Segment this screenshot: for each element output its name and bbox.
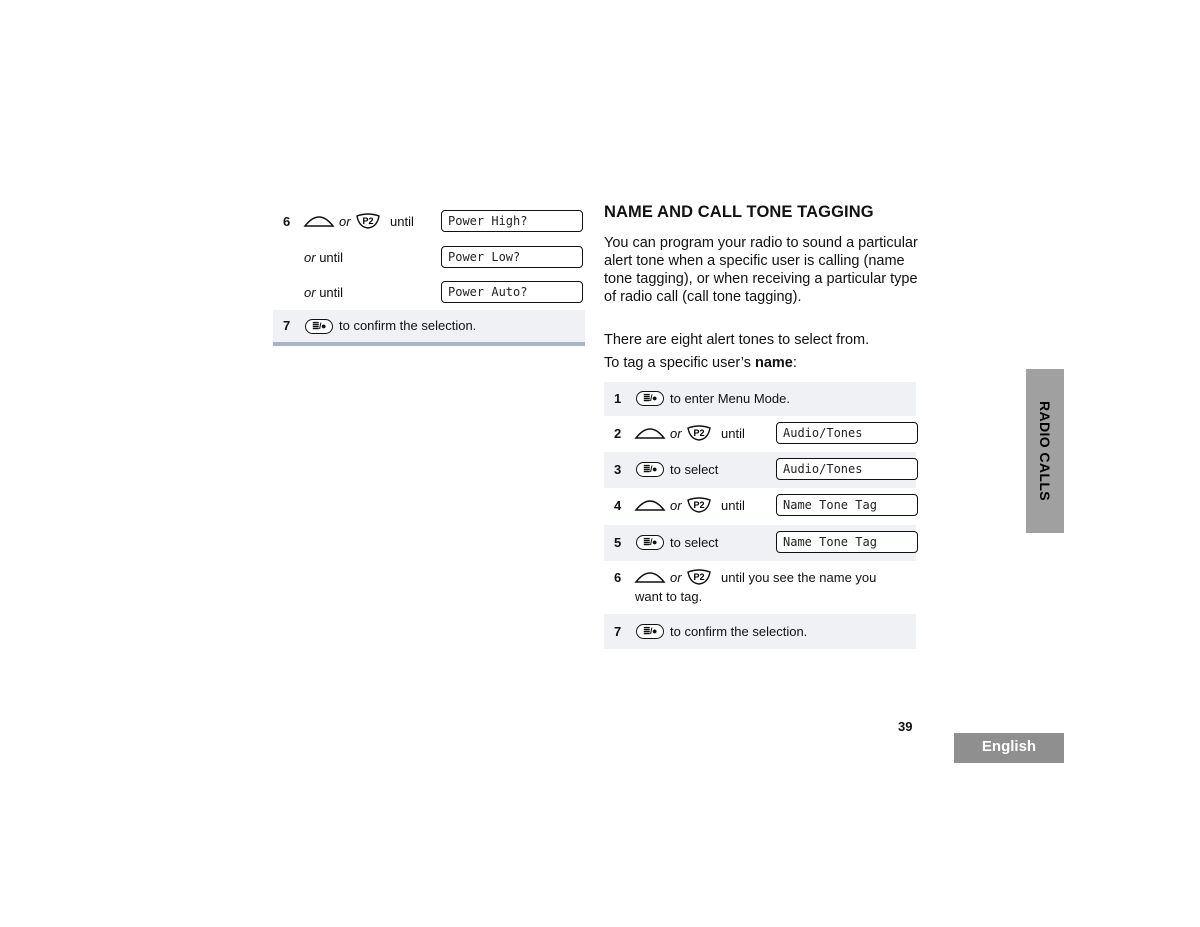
- or-text: or: [670, 498, 682, 513]
- right-step-5: [604, 525, 916, 561]
- or-until-text: or until: [304, 250, 344, 265]
- menu-select-button-icon: ≣/●: [636, 535, 664, 550]
- step-number: 3: [614, 462, 622, 477]
- svg-text:P2: P2: [693, 572, 705, 582]
- step-text: to confirm the selection.: [339, 318, 477, 333]
- until-text: until: [721, 426, 745, 441]
- step-number: 6: [283, 214, 291, 229]
- menu-select-button-icon: ≣/●: [636, 391, 664, 406]
- lcd-display: Name Tone Tag: [776, 531, 918, 553]
- scroll-up-icon: [634, 426, 666, 440]
- svg-text:P2: P2: [693, 428, 705, 438]
- section-side-tab: [1026, 369, 1064, 533]
- step-text: to enter Menu Mode.: [670, 391, 790, 406]
- menu-select-button-icon: ≣/●: [636, 462, 664, 477]
- left-step-6-alt-2: [273, 275, 585, 311]
- or-until-text: or until: [304, 285, 344, 300]
- right-step-6: [604, 562, 916, 614]
- svg-text:P2: P2: [362, 216, 374, 226]
- step-text: to confirm the selection.: [670, 624, 808, 639]
- step-number: 7: [614, 624, 622, 639]
- intro-paragraph: You can program your radio to sound a particular alert tone when a specific user is calling (name tone tagging), or when receiving a particular type of radio call (call tone tagging).: [604, 235, 918, 305]
- scroll-up-icon: [303, 214, 335, 228]
- left-step-6-alt-1: [273, 240, 585, 276]
- step-text: to select: [670, 535, 719, 550]
- right-step-4: [604, 488, 916, 524]
- step-number: 7: [283, 318, 291, 333]
- menu-select-button-icon: ≣/●: [305, 319, 333, 334]
- left-step-6: [273, 204, 585, 240]
- lcd-display: Name Tone Tag: [776, 494, 918, 516]
- section-title: NAME AND CALL TONE TAGGING: [604, 203, 874, 221]
- step-number: 1: [614, 391, 622, 406]
- step-text: to select: [670, 462, 719, 477]
- step-number: 4: [614, 498, 622, 513]
- lcd-display: Power Low?: [441, 246, 583, 268]
- left-step-7: [273, 310, 585, 342]
- until-text: until: [721, 498, 745, 513]
- p2-button-icon: [686, 569, 712, 586]
- right-step-1: [604, 382, 916, 416]
- p2-button-icon: [686, 497, 712, 514]
- step-text: until you see the name you: [721, 570, 877, 585]
- svg-text:P2: P2: [693, 500, 705, 510]
- p2-button-icon: [355, 213, 381, 230]
- section-divider: [273, 342, 585, 346]
- right-step-7: [604, 614, 916, 649]
- lcd-display: Power Auto?: [441, 281, 583, 303]
- side-tab-label: RADIO CALLS: [1037, 400, 1053, 502]
- or-text: or: [339, 214, 351, 229]
- step-number: 2: [614, 426, 622, 441]
- step-number: 5: [614, 535, 622, 550]
- tag-instruction: To tag a specific user’s name:: [604, 355, 797, 371]
- menu-select-button-icon: ≣/●: [636, 624, 664, 639]
- lcd-display: Audio/Tones: [776, 458, 918, 480]
- p2-button-icon: [686, 425, 712, 442]
- or-text: or: [670, 426, 682, 441]
- page-number: 39: [898, 719, 913, 734]
- lcd-display: Power High?: [441, 210, 583, 232]
- alert-tones-paragraph: There are eight alert tones to select from.: [604, 332, 870, 348]
- step-text-line2: want to tag.: [635, 589, 703, 604]
- language-tab: English: [954, 733, 1064, 763]
- step-number: 6: [614, 570, 622, 585]
- or-text: or: [670, 570, 682, 585]
- until-text: until: [390, 214, 414, 229]
- right-step-3: [604, 452, 916, 488]
- lcd-display: Audio/Tones: [776, 422, 918, 444]
- scroll-up-icon: [634, 570, 666, 584]
- scroll-up-icon: [634, 498, 666, 512]
- right-step-2: [604, 416, 916, 452]
